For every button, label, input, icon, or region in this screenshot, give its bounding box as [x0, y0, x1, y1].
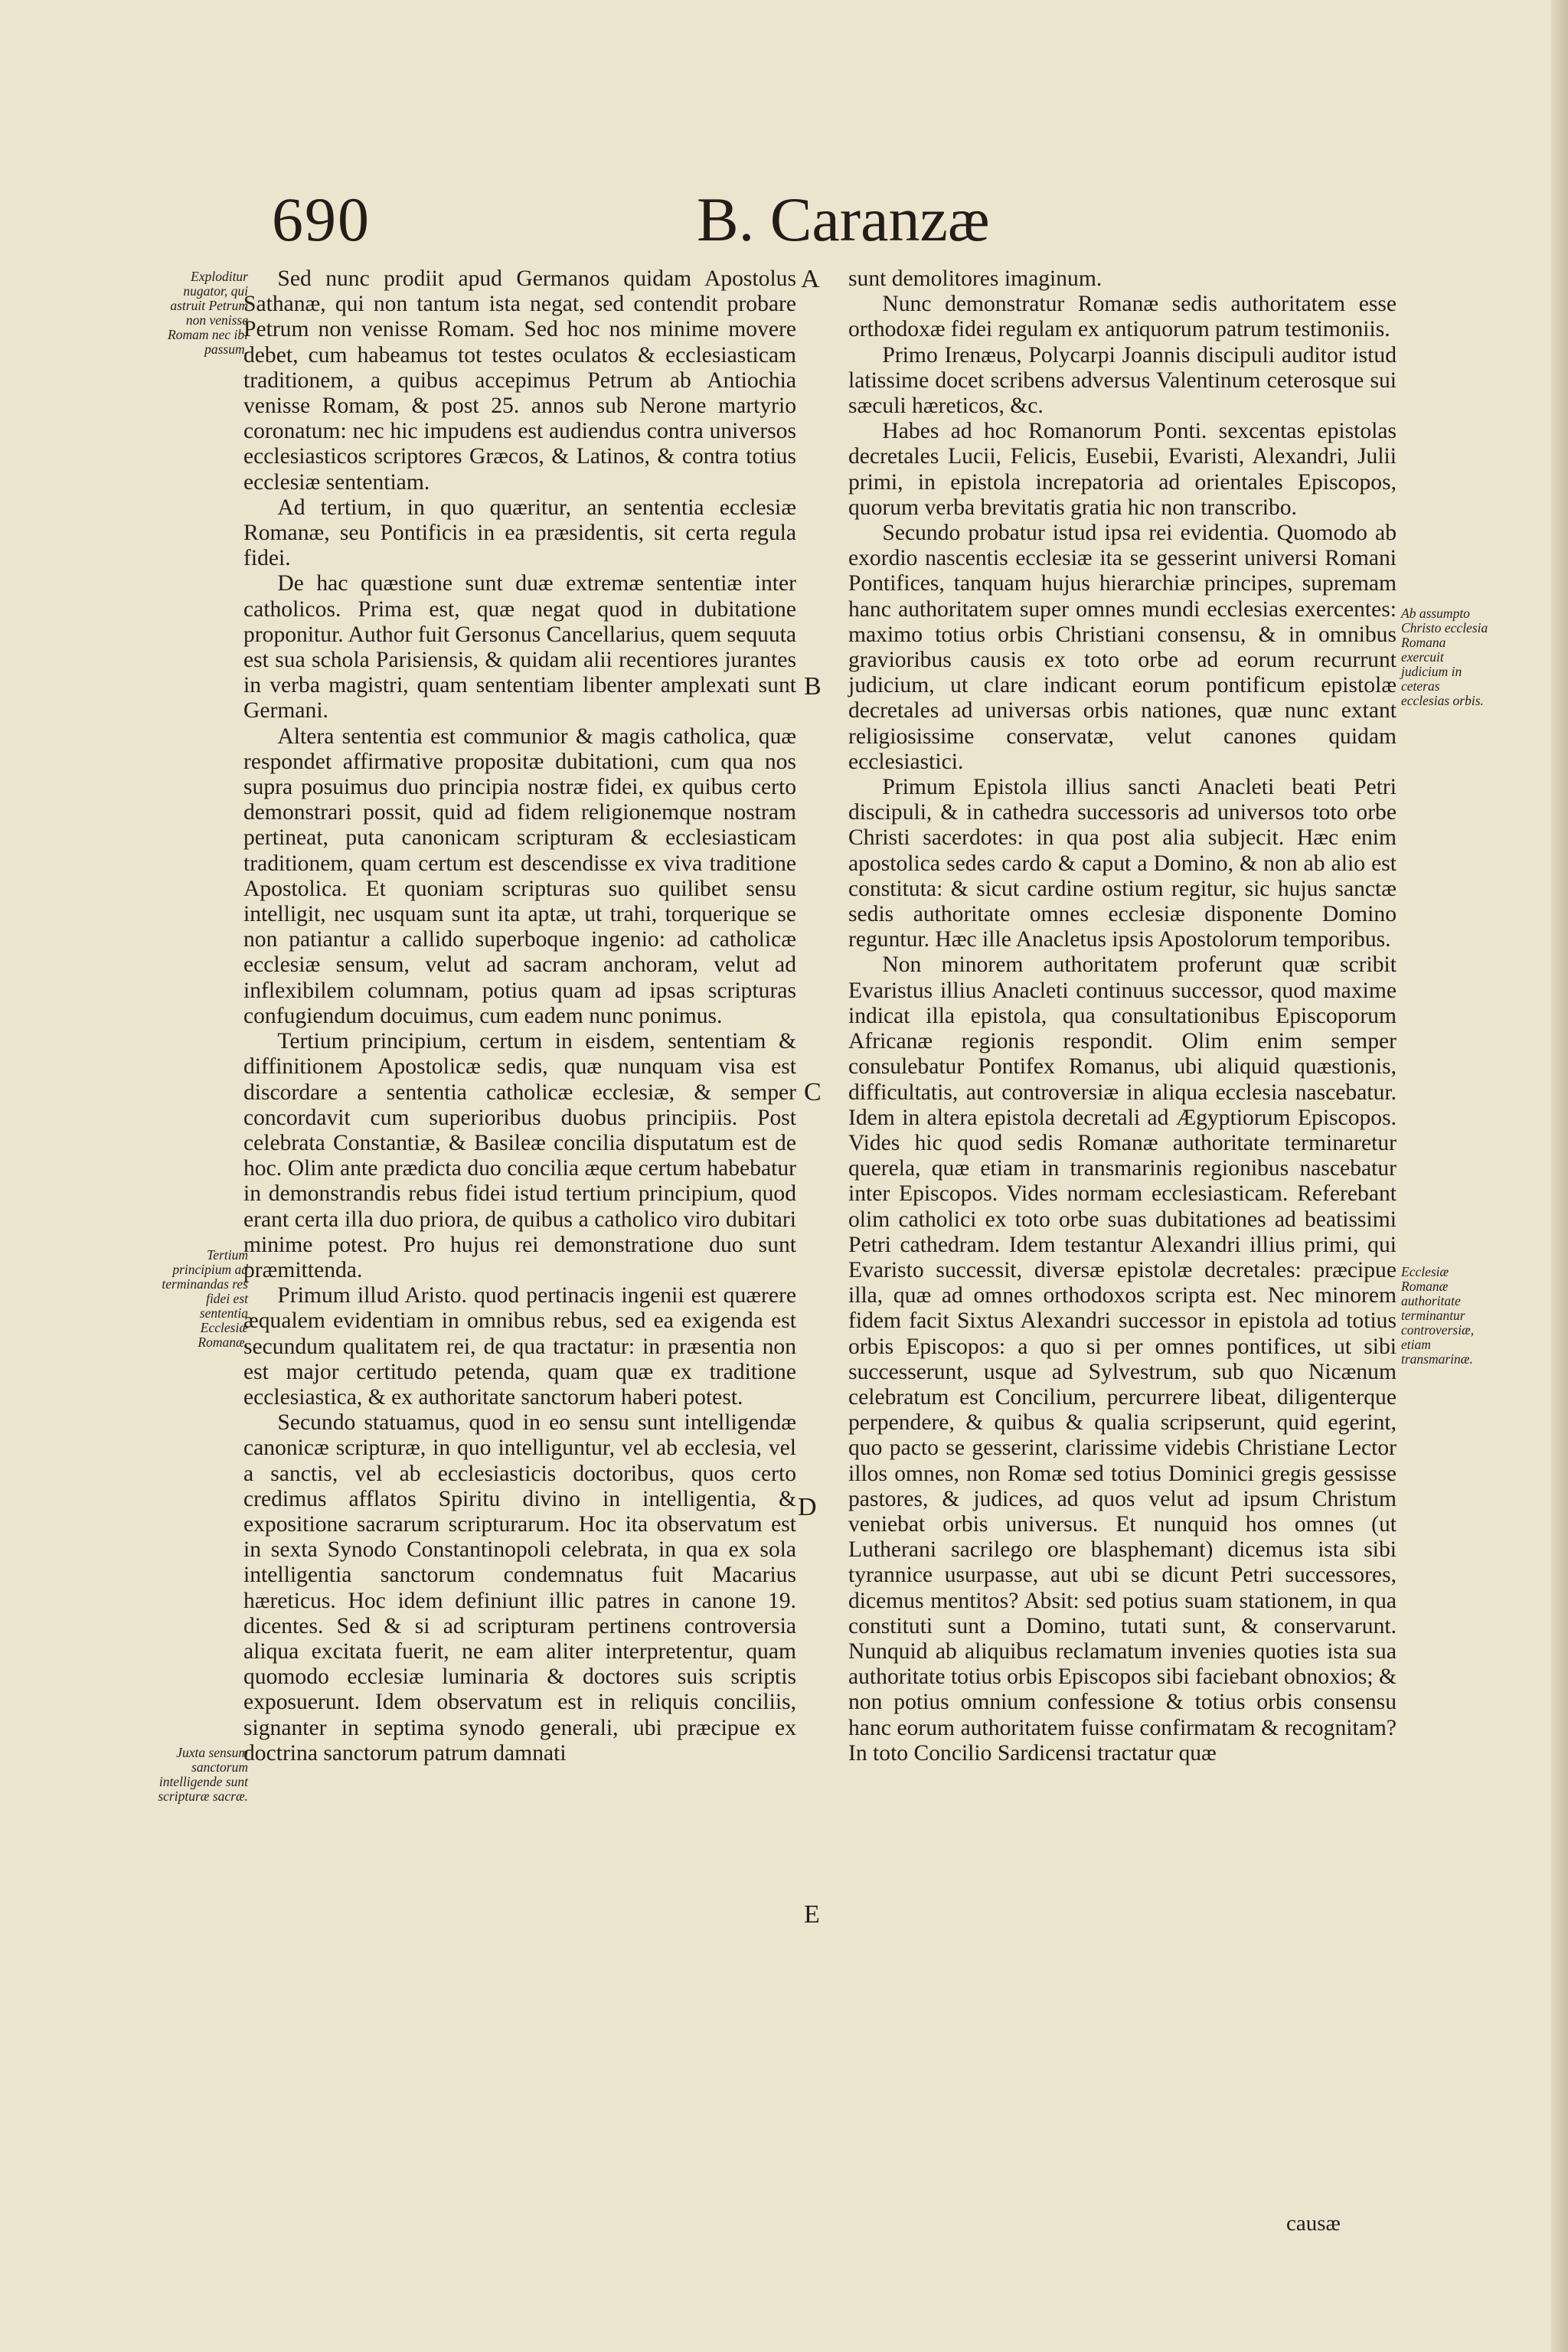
section-marker-c: C — [804, 1078, 822, 1106]
right-paragraph: Nunc demonstratur Romanæ sedis authoritatem esse orthodoxæ fidei regulam ex antiquorum patrum testimoniis. — [848, 292, 1396, 342]
section-marker-a: A — [801, 265, 820, 293]
right-paragraph: Secundo probatur istud ipsa rei evidentia. Quomodo ab exordio nascentis ecclesiæ ita se gesserint universi Romani Pontifices, tanquam hujus hierarchiæ principes, supremam hanc authoritatem super omnes mundi ecclesias exercentes: maximo totius orbis Christiani consensu, & in omnibus gravioribus causis ex toto orbe ad eorum recurrunt judicium, ut clare indicant eorum pontificum epistolæ decretales ad universas orbis nationes, quæ nunc extant religiosissime conservatæ, velut canones quidam ecclesiastici. — [848, 521, 1396, 774]
right-paragraph: Non minorem authoritatem proferunt quæ scribit Evaristus illius Anacleti continuus successor, quod maxime indicat illa epistola, qua consultationibus Episcoporum Africanæ regionis respondit. Olim enim semper consulebatur Pontifex Romanus, ubi aliquid quæstionis, difficultatis, aut controversiæ in aliqua ecclesia nascebatur. Idem in altera epistola decretali ad Ægyptiorum Episcopos. Vides hic quod sedis Romanæ authoritate terminaretur querela, quæ etiam in transmarinis regionibus nascebatur inter Episcopos. Vides normam ecclesiasticam. Referebant olim catholici ex toto orbe suas dubitationes ad beatissimi Petri cathedram. Idem testantur Alexandri illius primi, qui Evaristo successit, diversæ epistolæ decretales: præcipue illa, quæ ad omnes orthodoxos scripta est. Nec minorem fidem facit Sixtus Alexandri successor in epistola ad totius orbis Episcopos: a quo si per omnes pontifices, ut sibi successerunt, usque ad Sylvestrum, sub quo Nicænum celebratum est Concilium, percurrere libeat, diligenterque perpendere, & quibus & qualia scripserunt, quid egerint, quo pacto se gesserint, clarissime videbis Christiane Lector illos omnes, non Romæ sed totius Dominici gregis gessisse pastores, & judices, ad quos velut ad ipsum Christum veniebat orbis universus. Et nunquid hos omnes (ut Lutherani sacrilego ore blasphemant) dicemus ista sibi tyrannice usurpasse, aut ubi se dicunt Petri successores, dicemus mentitos? Absit: sed potius suam stationem, in qua constituti sunt a Domino, tutati sunt, & conservarunt. Nunquid ab aliquibus reclamatum invenies quoties ista sua authoritate totius orbis Episcopos sibi faciebant obnoxios; & non potius omnium confessione & totius orbis consensu hanc eorum authoritatem fuisse confirmatam & recognitam? In toto Concilio Sardicensi tractatur quæ — [848, 952, 1396, 1766]
page-number: 690 — [272, 185, 371, 254]
margin-note-left-1: Exploditur nugator, qui astruit Petrum non venisse Romam nec ibi passum. — [168, 269, 248, 357]
right-column-first-line: sunt demolitores imaginum. — [848, 266, 1102, 291]
left-paragraph: Primum illud Aristo. quod pertinacis ingenii est quærere æqualem evidentiam in omnibus rebus, sed ea exigenda est secundum qualitatem rei, de qua tractatur: in præsentia non est major certitudo petenda, quam quæ ex traditione ecclesiastica, & ex authoritate sanctorum haberi potest. — [243, 1283, 796, 1410]
right-text-column — [848, 266, 1396, 1766]
section-marker-b: B — [804, 672, 822, 701]
left-text-column — [243, 266, 796, 1766]
margin-note-left-3: Juxta sensum sanctorum intelligende sunt scripturæ sacræ. — [158, 1745, 248, 1804]
catchword: causæ — [1286, 2211, 1341, 2236]
right-paragraph: Primo Irenæus, Polycarpi Joannis discipuli auditor istud latissime docet scribens adversus Valentinum ceterosque sui sæculi hæreticos, &c. — [848, 342, 1396, 419]
left-paragraph: Tertium principium, certum in eisdem, sententiam & diffinitionem Apostolicæ sedis, quæ nunquam visa est discordare a sententia catholicæ ecclesiæ, & semper concordavit cum superioribus duobus principiis. Post celebrata Constantiæ, & Basileæ concilia disputatum est de hoc. Olim ante prædicta duo concilia æque certum habebatur in demonstrandis rebus fidei istud tertium principium, quod erant certa illa duo priora, de quibus a catholico viro dubitari minime potest. Pro hujus rei demonstratione duo sunt præmittenda. — [243, 1029, 796, 1282]
margin-note-right-1: Ab assumpto Christo ecclesia Romana exercuit judicium in ceteras ecclesias orbis. — [1401, 606, 1488, 708]
margin-note-right-2: Ecclesiæ Romanæ authoritate terminantur controversiæ, etiam transmarinæ. — [1401, 1264, 1475, 1367]
section-marker-e: E — [804, 1900, 820, 1929]
margin-note-left-2: Tertium principium ad terminandas res fidei est sententia Ecclesiæ Romanæ. — [162, 1247, 248, 1350]
left-paragraph: Ad tertium, in quo quæritur, an sententia ecclesiæ Romanæ, seu Pontificis in ea præsidentis, sit certa regula fidei. — [243, 495, 796, 571]
right-paragraph: Habes ad hoc Romanorum Ponti. sexcentas epistolas decretales Lucii, Felicis, Eusebii, Evaristi, Alexandri, Julii primi, in epistola increpatoria ad orientales Episcopos, quorum verba brevitatis gratia hic non transcribo. — [848, 419, 1396, 520]
left-paragraph: Sed nunc prodiit apud Germanos quidam Apostolus Sathanæ, qui non tantum ista negat, sed contendit probare Petrum non venisse Romam. Sed hoc nos minime movere debet, cum habeamus tot testes oculatos & ecclesiasticam traditionem, a quibus accepimus Petrum ab Antiochia venisse Romam, & post 25. annos sub Nerone martyrio coronatum: nec hic impudens est audiendus contra universos ecclesiasticos scriptores Græcos, & Latinos, & contra totius ecclesiæ sententiam. — [243, 266, 796, 495]
left-paragraph: De hac quæstione sunt duæ extremæ sententiæ inter catholicos. Prima est, quæ negat quod in dubitatione proponitur. Author fuit Gersonus Cancellarius, quem sequuta est sua schola Parisiensis, & quidam alii recentiores jurantes in verba magistri, quam sententiam libenter amplexati sunt Germani. — [243, 571, 796, 724]
left-paragraph: Secundo statuamus, quod in eo sensu sunt intelligendæ canonicæ scripturæ, in quo intelliguntur, vel ab ecclesia, vel a sanctis, vel ab ecclesiasticis doctoribus, quos certo credimus afflatos Spiritu divino in intelligentia, & expositione sacrarum scripturarum. Hoc ita observatum est in sexta Synodo Constantinopoli celebrata, in qua ex sola intelligentia sanctorum condemnatus fuit Macarius hæreticus. Hoc idem definiunt illic patres in canone 19. dicentes. Sed & si ad scripturam pertinens controversia aliqua excitata fuerit, ne eam aliter interpretentur, quam quomodo ecclesiæ luminaria & doctores suis scriptis exposuerunt. Idem observatum est in reliquis conciliis, signanter in septima synodo generali, ubi præcipue ex doctrina sanctorum patrum damnati — [243, 1410, 796, 1766]
right-paragraph: Primum Epistola illius sancti Anacleti beati Petri discipuli, & in cathedra successoris ad universos toto orbe Christi sacerdotes: in qua post alia subjecit. Hæc enim apostolica sedes cardo & caput a Domino, & non ab alio est constituta: & sicut cardine ostium regitur, sic hujus sanctæ sedis authoritate omnes ecclesiæ disponente Domino reguntur. Hæc ille Anacletus ipsis Apostolorum temporibus. — [848, 775, 1396, 952]
running-head: B. Caranzæ — [697, 185, 990, 254]
section-marker-d: D — [798, 1493, 817, 1521]
page-edge-shadow — [1551, 0, 1568, 2352]
left-paragraph: Altera sententia est communior & magis catholica, quæ respondet affirmative propositæ dubitationi, cum qua nos supra posuimus duo principia nostræ fidei, ex quibus certo demonstrari possit, quid ad fidem religionemque nostram pertineat, puta canonicam scripturam & ecclesiasticam traditionem, quam certum est descendisse ex viva traditione Apostolica. Et quoniam scripturas suo quilibet sensu intelligit, nec usquam sunt ita aptæ, ut trahi, torquerique se non patiantur a callido superboque ingenio: ad catholicæ ecclesiæ sensum, velut ad sacram anchoram, velut ad inflexibilem columnam, potius quam ad ipsas scripturas confugiendum docuimus, cum eadem nunc ponimus. — [243, 724, 796, 1028]
